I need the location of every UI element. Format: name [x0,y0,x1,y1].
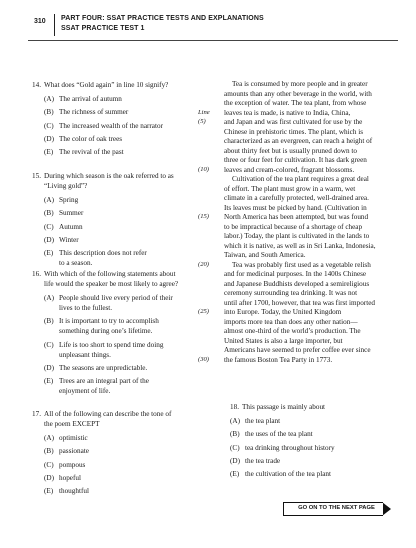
page-number: 310 [34,18,46,25]
option-text: thoughtful [59,487,89,496]
passage-text: Tea is consumed by more people and in greater [232,80,368,88]
passage-line [224,193,394,203]
question-number: 14. [32,81,41,89]
answer-option [230,469,394,479]
answer-option [44,293,210,313]
option-text: hopeful [59,473,81,482]
answer-option [44,473,210,483]
answer-option [230,443,394,453]
line-marker: (15) [198,213,209,220]
passage-line [198,355,394,365]
option-letter: (A) [44,434,54,442]
question-stem: This passage is mainly about [242,403,326,411]
answer-option [44,316,210,336]
header-rule [28,40,398,41]
passage-text: and Japanese Buddhists developed a semireligious [224,279,370,288]
option-letter: (A) [230,417,240,425]
passage-text: which it is native, as well as in Sri Lanka, Indonesia, [224,241,376,250]
passage-text: three or four feet for cultivation. It has dark green [224,156,367,164]
passage-line [224,98,394,108]
question-number: 18. [230,403,239,411]
question-18 [224,402,394,479]
option-letter: (C) [44,222,54,231]
passage-line [224,250,394,260]
page-header [28,12,398,38]
reading-passage [198,79,394,364]
passage-line [224,155,394,165]
option-letter: (D) [44,235,54,244]
option-text: The richness of summer [59,108,129,117]
option-text: the tea plant [245,417,281,425]
answer-option [44,363,210,373]
option-text: pompous [59,460,86,469]
option-letter: (E) [44,487,54,496]
passage-line [224,317,394,327]
option-letter: (E) [44,249,54,258]
answer-option [44,121,210,131]
option-text: to a season. [59,259,93,268]
option-letter: (D) [230,456,240,465]
option-letter: (D) [44,134,54,143]
option-letter: (D) [44,473,54,482]
option-text: the uses of the tea plant [245,430,313,439]
passage-text: about thirty feet but is usually pruned down to [224,146,357,155]
option-text: unpleasant things. [59,350,111,359]
go-on-next-page-banner [283,502,391,516]
option-letter: (A) [44,95,54,103]
option-letter: (E) [44,377,54,386]
question-stem-line: the poem EXCEPT [44,420,100,428]
answer-option [230,416,394,426]
passage-text: climate in a carefully protected, well-drained area. [224,194,369,202]
passage-line [224,298,394,308]
option-text: The seasons are unpredictable. [59,363,148,372]
passage-text: to be impractical because of a shortage of cheap [224,222,363,231]
passage-line [224,136,394,146]
option-text: the cultivation of the tea plant [245,470,332,479]
question-stem [44,80,210,90]
question-number: 16. [32,270,41,278]
go-on-label: GO ON TO THE NEXT PAGE [283,502,383,516]
answer-option [44,486,210,496]
option-letter: (B) [230,430,240,439]
passage-line [198,260,394,270]
option-text: enjoyment of life. [59,387,111,396]
question-stem-line: With which of the following statements about [44,270,176,278]
passage-text: Chinese in prehistoric times. The plant, which is [224,127,364,136]
passage-text: and Japan and was first cultivated for use by the [224,118,363,126]
answer-option [44,340,210,360]
option-text: Winter [59,235,79,244]
answer-option [44,147,210,157]
passage-line [224,203,394,213]
option-letter: (B) [44,317,54,326]
passage-line [224,345,394,355]
option-letter: (A) [44,294,54,302]
header-title-line-1: PART FOUR: SSAT PRACTICE TESTS AND EXPLANATIONS [61,15,264,22]
answer-option [44,376,210,396]
option-letter: (E) [230,470,240,479]
passage-line [224,288,394,298]
question-stem-line: During which season is the oak referred to as [44,172,174,180]
option-text: Summer [59,209,84,218]
passage-text: into Europe. Today, the United Kingdom [224,308,342,316]
option-text: tea drinking throughout history [245,443,335,452]
option-text: People should live every period of their [59,294,173,302]
answer-option [44,195,210,205]
option-text: something during one’s lifetime. [59,327,153,336]
line-marker: (25) [198,308,209,315]
line-marker: (5) [198,118,206,125]
passage-line [224,231,394,241]
option-text: The increased wealth of the narrator [59,121,163,130]
answer-option [44,94,210,104]
header-title-line-2: SSAT PRACTICE TEST 1 [61,25,145,32]
question-stem [44,409,210,429]
line-marker: (10) [198,165,209,173]
passage-text: almost one-third of the world’s production. The [224,327,361,335]
option-text: passionate [59,447,89,456]
passage-text: Its leaves must be picked by hand. (Cultivation in [224,203,367,212]
passage-text: Tea was probably first used as a vegetable relish [232,260,371,269]
answer-option [44,248,210,268]
passage-line [224,127,394,137]
answer-option [230,429,394,439]
header-title [61,14,264,34]
answer-option [230,456,394,466]
passage-line [224,79,394,89]
passage-text: Taiwan, and South America. [224,251,306,259]
option-text: Trees are an integral part of the [59,377,149,386]
passage-text: North America has been attempted, but was found [224,213,369,221]
passage-text: United States is also a large importer, but [224,336,343,345]
passage-line [224,89,394,99]
option-letter: (B) [44,108,54,117]
option-text: Autumn [59,222,83,231]
option-text: The revival of the past [59,148,124,157]
passage-line [198,212,394,222]
option-text: the tea trade [245,456,281,465]
question-block [32,171,210,268]
passage-line [198,117,394,127]
passage-text: Americans have seemed to prefer coffee ever since [224,346,371,354]
option-text: The arrival of autumn [59,95,122,103]
passage-text: characterized as an evergreen, can reach a height of [224,137,373,145]
option-text: lives to the fullest. [59,304,113,312]
passage-text: and for medicinal purposes. In the 1400s Chinese [224,270,367,278]
question-number: 15. [32,172,41,180]
answer-option [44,433,210,443]
option-text: It is important to try to accomplish [59,317,159,326]
answer-option [44,235,210,245]
line-marker: Line [198,108,210,116]
answer-option [44,460,210,470]
passage-line [224,269,394,279]
passage-text: imports more tea than does any other nation— [224,317,358,326]
answer-option [44,208,210,218]
option-letter: (B) [44,209,54,218]
passage-line [198,307,394,317]
passage-line [198,108,394,118]
passage-text: until after 1700, however, that tea was first imported [224,298,376,307]
passage-text: labor.) Today, the plant is cultivated in the lands to [224,232,370,240]
answer-option [44,134,210,144]
passage-text: the exception of water. The tea plant, from whose [224,99,367,107]
passage-line [224,326,394,336]
header-divider [54,14,55,36]
option-letter: (C) [44,340,54,349]
line-marker: (20) [198,260,209,268]
passage-line [224,336,394,346]
option-letter: (C) [230,443,240,452]
passage-line [224,241,394,251]
answer-option [44,446,210,456]
answer-option [44,222,210,232]
question-stem-line: “Living gold”? [44,182,88,190]
passage-line [224,146,394,156]
question-stem-line: What does “Gold again” in line 10 signify? [44,81,169,89]
answer-option [44,107,210,117]
option-letter: (D) [44,363,54,372]
option-text: Spring [59,196,79,204]
question-stem [44,171,210,191]
question-block [32,269,210,396]
passage-text: Cultivation of the tea plant requires a great deal [232,175,369,183]
passage-line [224,174,394,184]
passage-text: of effort. The plant must grow in a warm, wet [224,184,356,193]
line-marker: (30) [198,355,209,363]
passage-line [224,279,394,289]
option-letter: (A) [44,196,54,204]
passage-line [224,222,394,232]
option-letter: (B) [44,447,54,456]
passage-text: ceremony surrounding tea drinking. It was not [224,289,358,297]
passage-text: leaves tea is made, is native to India, China, [224,108,351,117]
option-letter: (C) [44,121,54,130]
option-letter: (E) [44,148,54,157]
option-text: This description does not refer [59,249,147,258]
passage-line [224,184,394,194]
question-stem-line: All of the following can describe the tone of [44,410,172,418]
question-block [32,80,210,157]
passage-text: amounts than any other beverage in the world, with [224,89,372,98]
option-text: Life is too short to spend time doing [59,340,164,349]
option-letter: (C) [44,460,54,469]
question-number: 17. [32,410,41,418]
question-block [32,409,210,496]
passage-text: leaves and cream-colored, fragrant blossoms. [224,165,355,174]
passage-text: the famous Boston Tea Party in 1773. [224,355,333,364]
option-text: The color of oak trees [59,134,123,143]
question-stem [44,269,210,289]
question-stem-line: life would the speaker be most likely to agree? [44,280,179,288]
passage-line [198,165,394,175]
option-text: optimistic [59,434,88,442]
